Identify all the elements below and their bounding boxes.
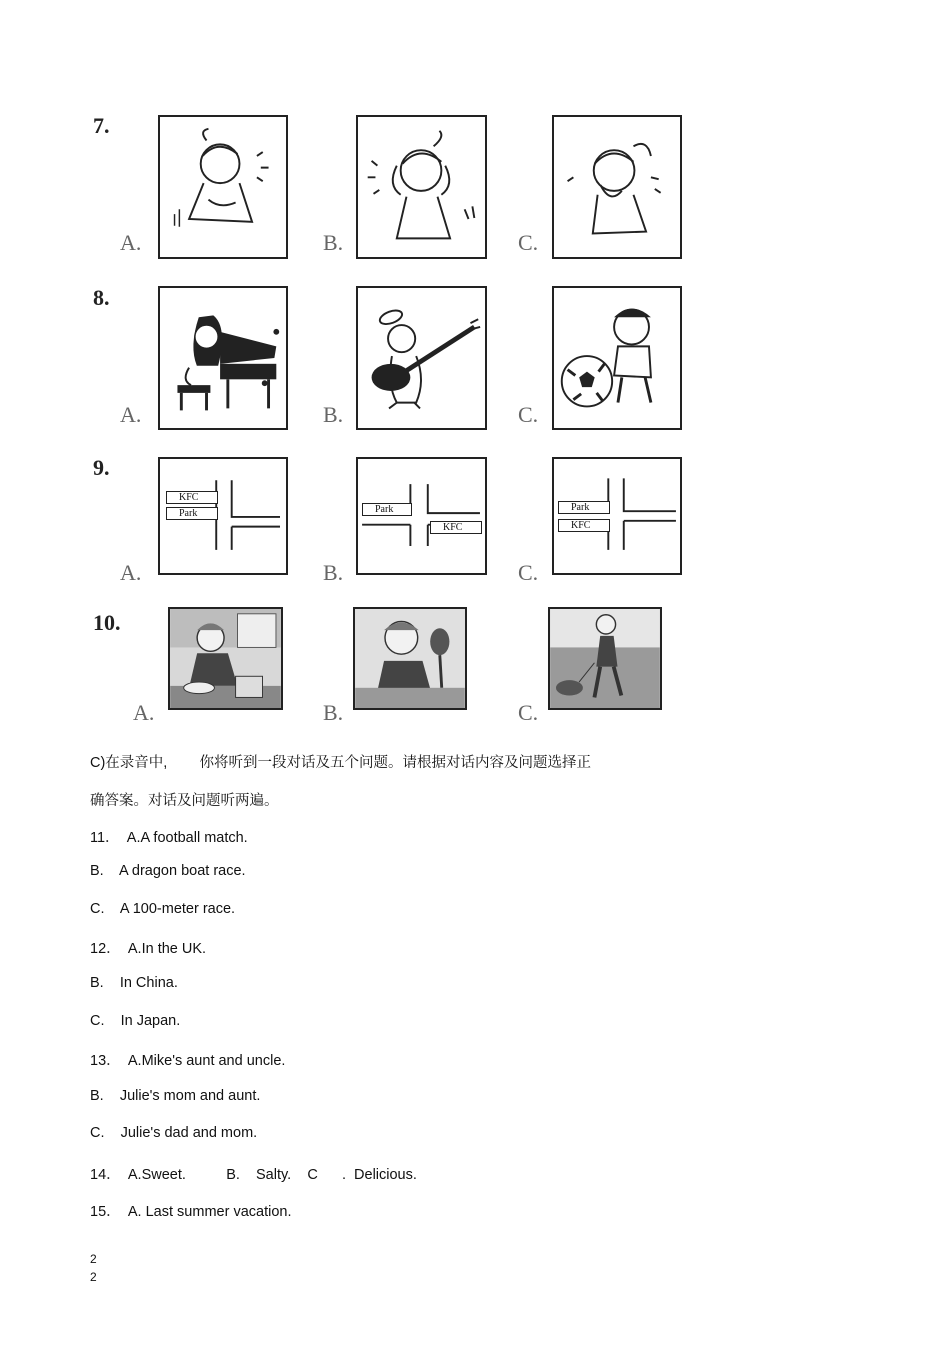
q7-option-a-label: A. <box>120 230 142 255</box>
q9-option-c-map <box>552 457 682 575</box>
girl-toothache-illustration <box>554 117 680 257</box>
q12-option-c: C. In Japan. <box>90 1013 181 1029</box>
crossroads-map <box>358 459 485 573</box>
page-number: 2 <box>90 1270 97 1284</box>
q9-option-a-map <box>158 457 288 575</box>
q10-option-b-image <box>353 607 467 710</box>
boy-on-phone-illustration <box>355 609 465 708</box>
q8-option-a-label: A. <box>120 402 142 427</box>
q9c-park-sign: Park <box>558 501 610 514</box>
q8-option-a-image <box>158 286 288 430</box>
question-number-8: 8. <box>93 285 110 310</box>
q15-option-a: 15． A. Last summer vacation. <box>90 1204 292 1220</box>
q9a-kfc-sign: KFC <box>166 491 218 504</box>
q9c-kfc-sign: KFC <box>558 519 610 532</box>
boy-playing-soccer-illustration <box>554 288 680 428</box>
q10-option-c-label: C. <box>518 700 539 725</box>
q7-option-b-image <box>356 115 487 259</box>
q13-option-a: 13． A.Mike's aunt and uncle. <box>90 1053 286 1069</box>
q7-option-a-image <box>158 115 288 259</box>
girl-playing-piano-illustration <box>160 288 286 428</box>
q12-option-b: B. In China. <box>90 975 178 991</box>
q9a-park-sign: Park <box>166 507 218 520</box>
crossroads-map <box>554 459 680 573</box>
q10-option-b-label: B. <box>323 700 344 725</box>
boy-cooking-illustration <box>170 609 281 708</box>
q8-option-b-label: B. <box>323 402 344 427</box>
q9-option-b-map <box>356 457 487 575</box>
question-number-10: 10. <box>93 610 121 635</box>
girl-headache-illustration <box>358 117 485 257</box>
rabbit-playing-guitar-illustration <box>358 288 485 428</box>
question-number-7: 7. <box>93 113 110 138</box>
q11-option-b: B. A dragon boat race. <box>90 863 246 879</box>
q7-option-c-label: C. <box>518 230 539 255</box>
q8-option-c-image <box>552 286 682 430</box>
q9-option-a-label: A. <box>120 560 142 585</box>
q12-option-a: 12． A.In the UK. <box>90 941 207 957</box>
boy-walking-dog-illustration <box>550 609 660 708</box>
q7-option-c-image <box>552 115 682 259</box>
q8-option-c-label: C. <box>518 402 539 427</box>
q13-option-c: C. Julie's dad and mom. <box>90 1125 258 1141</box>
q10-option-c-image <box>548 607 662 710</box>
question-number-9: 9. <box>93 455 110 480</box>
section-c-instruction-line2: 确答案。对话及问题听两遍。 <box>90 793 279 809</box>
q8-option-b-image <box>356 286 487 430</box>
q7-option-b-label: B. <box>323 230 344 255</box>
page-number: 2 <box>90 1252 97 1266</box>
q13-option-b: B. Julie's mom and aunt. <box>90 1088 261 1104</box>
q9b-park-sign: Park <box>362 503 412 516</box>
q9-option-c-label: C. <box>518 560 539 585</box>
girl-stomachache-illustration <box>160 117 286 257</box>
q10-option-a-label: A. <box>133 700 155 725</box>
q14-options: 14． A.Sweet. B. Salty. C . Delicious. <box>90 1167 417 1183</box>
section-c-instruction-line1: C)在录音中, 你将听到一段对话及五个问题。请根据对话内容及问题选择正 <box>90 755 592 771</box>
q9b-kfc-sign: KFC <box>430 521 482 534</box>
q10-option-a-image <box>168 607 283 710</box>
q9-option-b-label: B. <box>323 560 344 585</box>
q11-option-c: C. A 100-meter race. <box>90 901 236 917</box>
q11-option-a: 11． A.A football match. <box>90 830 248 846</box>
